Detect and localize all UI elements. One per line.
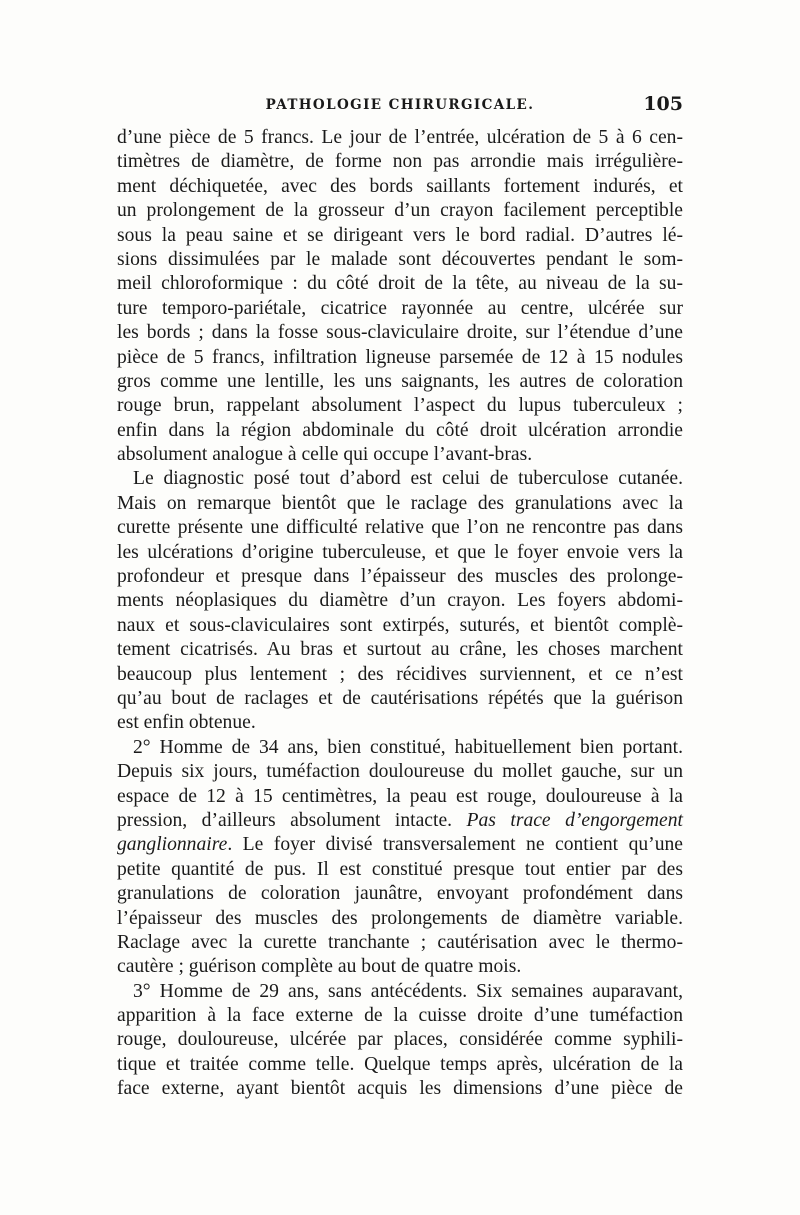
line-text: Mais on remarque bientôt que le raclage des granulations avec la: [117, 492, 683, 514]
text-line: [117, 370, 683, 394]
line-text: ture temporo-pariétale, cicatrice rayonnée au centre, ulcérée sur: [117, 297, 683, 319]
line-text: Depuis six jours, tuméfaction douloureuse du mollet gauche, sur un: [117, 761, 683, 783]
page-number: 105: [643, 93, 683, 115]
text-line: [117, 1004, 683, 1028]
text-line: [117, 1053, 683, 1077]
text-line: [117, 687, 683, 711]
text-line: [117, 760, 683, 784]
line-text: espace de 12 à 15 centimètres, la peau est rouge, douloureuse à la: [117, 785, 683, 807]
text-line: [117, 663, 683, 687]
line-text: 2° Homme de 34 ans, bien constitué, habituellement bien portant.: [133, 736, 683, 758]
line-text: les bords ; dans la fosse sous-claviculaire droite, sur l’étendue d’une: [117, 322, 683, 344]
running-head: PATHOLOGIE CHIRURGICALE.: [265, 97, 535, 113]
text-line: [117, 492, 683, 516]
text-line: [117, 1028, 683, 1052]
text-line: [117, 199, 683, 223]
line-text: qu’au bout de raclages et de cautérisations répétés que la guérison: [117, 687, 683, 709]
italic-text: Pas trace d’engorgement: [466, 809, 683, 831]
line-text: pièce de 5 francs, infiltration ligneuse parsemée de 12 à 15 nodules: [117, 346, 683, 368]
text-line: [117, 614, 683, 638]
page-header: [117, 93, 683, 123]
line-text: ment déchiquetée, avec des bords saillants fortement indurés, et: [117, 175, 683, 197]
line-text: petite quantité de pus. Il est constitué presque tout entier par des: [117, 858, 683, 880]
line-text: d’une pièce de 5 francs. Le jour de l’entrée, ulcération de 5 à 6 cen-: [117, 127, 683, 148]
line-text: sions dissimulées par le malade sont découvertes pendant le som-: [117, 248, 683, 270]
line-text: naux et sous-claviculaires sont extirpés, suturés, et bientôt complè-: [117, 614, 683, 636]
text-line: [117, 809, 683, 833]
text-line: [117, 150, 683, 174]
text-line: [117, 541, 683, 565]
line-text: beaucoup plus lentement ; des récidives surviennent, et ce n’est: [117, 663, 683, 685]
line-text: granulations de coloration jaunâtre, envoyant profondément dans: [117, 883, 683, 905]
text-line: [117, 394, 683, 418]
line-text: 3° Homme de 29 ans, sans antécédents. Six semaines auparavant,: [133, 980, 683, 1002]
line-text: rouge brun, rappelant absolument l’aspect du lupus tuberculeux ;: [117, 395, 683, 417]
line-text: gros comme une lentille, les uns saignants, les autres de coloration: [117, 370, 683, 392]
line-text: Le diagnostic posé tout d’abord est celui de tuberculose cutanée.: [133, 468, 683, 490]
line-text: un prolongement de la grosseur d’un crayon facilement perceptible: [117, 200, 683, 222]
text-line: [117, 980, 683, 1004]
text-line: [117, 907, 683, 931]
line-text: tique et traitée comme telle. Quelque temps après, ulcération de la: [117, 1053, 683, 1075]
line-text: est enfin obtenue.: [117, 712, 256, 734]
text-line: [117, 858, 683, 882]
line-text: curette présente une difficulté relative que l’on ne rencontre pas dans: [117, 517, 683, 539]
text-line: [117, 638, 683, 662]
line-text: meil chloroformique : du côté droit de la tête, au niveau de la su-: [117, 273, 683, 295]
text-line: [117, 126, 683, 150]
line-text: Raclage avec la curette tranchante ; cautérisation avec le thermo-: [117, 931, 683, 953]
line-text: apparition à la face externe de la cuisse droite d’une tuméfaction: [117, 1005, 683, 1027]
text-line: [117, 1077, 683, 1101]
text-line: [117, 346, 683, 370]
line-text: timètres de diamètre, de forme non pas arrondie mais irrégulière-: [117, 151, 683, 173]
line-text: cautère ; guérison complète au bout de quatre mois.: [117, 956, 522, 978]
line-text: rouge, douloureuse, ulcérée par places, considérée comme syphili-: [117, 1029, 683, 1051]
text-line: [117, 321, 683, 345]
line-text: face externe, ayant bientôt acquis les dimensions d’une pièce de: [117, 1078, 683, 1100]
line-text: pression, d’ailleurs absolument intacte.: [117, 809, 467, 831]
text-line: [117, 931, 683, 955]
text-line: [117, 272, 683, 296]
text-line: [117, 516, 683, 540]
line-text: sous la peau saine et se dirigeant vers le bord radial. D’autres lé-: [117, 224, 683, 246]
text-line: [117, 882, 683, 906]
text-line: [117, 955, 683, 979]
text-line: [117, 224, 683, 248]
line-text: l’épaisseur des muscles des prolongements de diamètre variable.: [117, 907, 683, 929]
text-line: [117, 736, 683, 760]
line-text: les ulcérations d’origine tuberculeuse, et que le foyer envoie vers la: [117, 541, 683, 563]
text-line: [117, 589, 683, 613]
line-text-after: . Le foyer divisé transversalement ne contient qu’une: [227, 834, 683, 856]
line-text: ments néoplasiques du diamètre d’un crayon. Les foyers abdomi-: [117, 590, 683, 612]
text-line: [117, 248, 683, 272]
text-line: [117, 467, 683, 491]
line-text: absolument analogue à celle qui occupe l’avant-bras.: [117, 444, 533, 466]
text-line: [117, 419, 683, 443]
line-text: enfin dans la région abdominale du côté droit ulcération arrondie: [117, 419, 683, 441]
text-line: [117, 785, 683, 809]
text-line: [117, 443, 683, 467]
text-line: [117, 711, 683, 735]
text-line: [117, 297, 683, 321]
text-line: [117, 175, 683, 199]
line-text: tement cicatrisés. Au bras et surtout au crâne, les choses marchent: [117, 639, 683, 661]
body-text: [117, 126, 683, 1102]
italic-text: ganglionnaire: [117, 834, 228, 856]
text-line: [117, 833, 683, 857]
text-line: [117, 565, 683, 589]
line-text: profondeur et presque dans l’épaisseur des muscles des prolonge-: [117, 566, 683, 588]
